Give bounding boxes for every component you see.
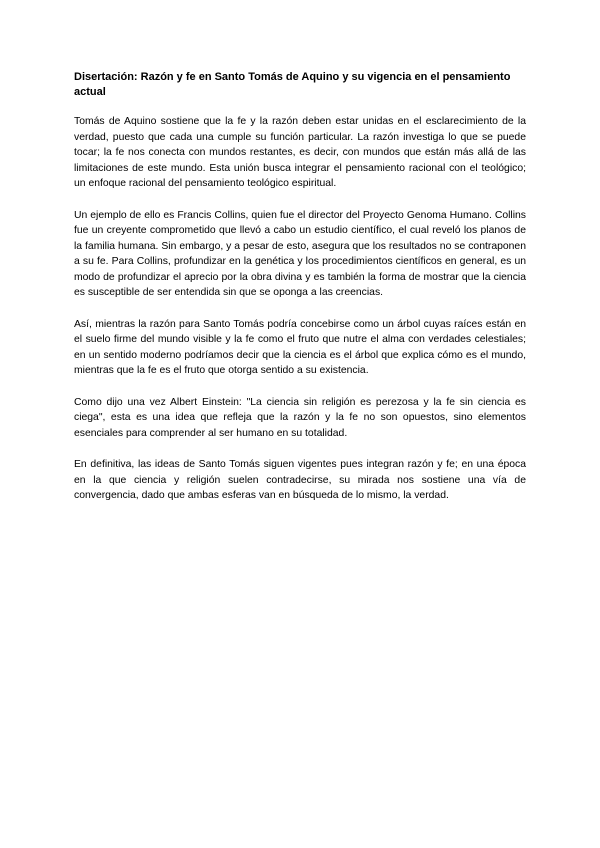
paragraph-4: Como dijo una vez Albert Einstein: "La ciencia sin religión es perezosa y la fe sin ciencia es ciega", esta es una idea que refleja que la razón y la fe no son opuestos, sino elementos esenciales para comprender al ser humano en su totalidad. [74, 396, 526, 439]
paragraph-5: En definitiva, las ideas de Santo Tomás siguen vigentes pues integran razón y fe; en una época en la que ciencia y religión suelen contradecirse, su mirada nos sostiene una vía de convergencia, dado que ambas esferas van en búsqueda de lo mismo, la verdad. [74, 459, 526, 501]
paragraph-1: Tomás de Aquino sostiene que la fe y la razón deben estar unidas en el esclarecimiento de la verdad, puesto que cada una cumple su función particular. La razón investiga lo que se puede tocar; la fe nos conecta con mundos restantes, es decir, con mundos que están más allá de las limitaciones de este mundo. Esta unión busca integrar el pensamiento racional con el teológico; un enfoque racional del pensamiento teológico espiritual. [74, 116, 526, 189]
paragraph-3: Así, mientras la razón para Santo Tomás podría concebirse como un árbol cuyas raíces están en el suelo firme del mundo visible y la fe como el fruto que nutre el alma con verdades celestiales; en un sentido moderno podríamos decir que la ciencia es el árbol que explica cómo es el mundo, mientras que la fe es el fruto que otorga sentido a su existencia. [74, 318, 526, 376]
paragraph-2: Un ejemplo de ello es Francis Collins, quien fue el director del Proyecto Genoma Humano. Collins fue un creyente comprometido que llevó a cabo un estudio científico, el cual reveló los planos de la familia humana. Sin embargo, y a pesar de esto, asegura que los resultados no se contraponen a su fe. Para Collins, profundizar en la genética y los procedimientos científicos en general, es un modo de profundizar el aprecio por la obra divina y es también la forma de mostrar que la ciencia es susceptible de ser entendida sin que se oponga a las creencias. [74, 209, 526, 298]
document-page [74, 70, 526, 520]
document-title: Disertación: Razón y fe en Santo Tomás de Aquino y su vigencia en el pensamiento actual [74, 71, 511, 98]
